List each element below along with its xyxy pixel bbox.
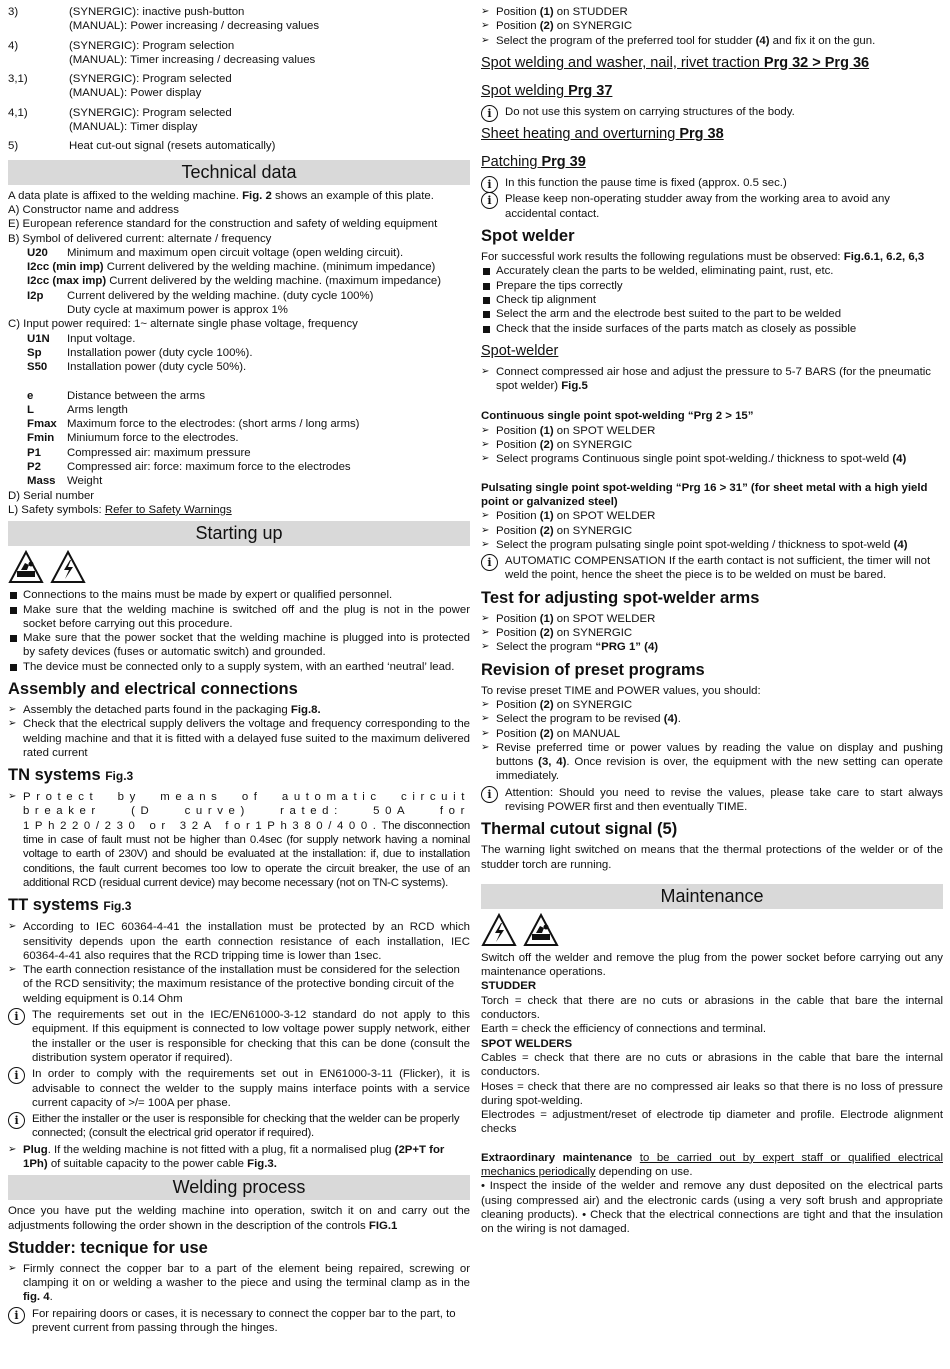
list-item: ➢ Plug. If the welding machine is not fitted with a plug, fit a normalised plug (2P+T for 1Ph) of suitable capacity to the power cable Fig.3. (8, 1143, 470, 1172)
section-title-tn-systems: TN systems Fig.3 (8, 766, 134, 785)
list-item: Check that the inside surfaces of the parts match as closely as possible (481, 322, 943, 336)
heading-continuous: Continuous single point spot-welding “Prg 2 > 15” (481, 410, 754, 423)
section-title-thermal: Thermal cutout signal (5) (481, 820, 678, 839)
symbol-list: U1N Input voltage. Sp Installation power (duty cycle 100%). S50 Installation power (duty cycle 50%). (27, 332, 253, 374)
section-title-technical-data: Technical data (8, 160, 470, 185)
info-note: i Either the installer or the user is responsible for checking that the welder can be properly connected; (consult the electrical grid operator if required). (8, 1112, 470, 1141)
list-item: ➢ Protect by means of automatic circuit breaker (D curve) rated: 50A for 1Ph220/230 or 32A for1Ph380/400.The disconnection time in case of fault must not be higher than 0.4sec (for supply network having a nominal voltage to earth of 230V) and should be evaluated at the installation: if, due to installation conditions, the fault current becomes too low to operate the circuit breaker, the use of an additional RCD (residual current device) may become necessary (not on TN-C systems). (8, 790, 470, 890)
maintenance-intro: Switch off the welder and remove the plug from the power socket before carrying out any maintenance operations. (481, 951, 943, 979)
info-icon: i (8, 1067, 25, 1084)
safety-warnings-link: Refer to Safety Warnings (104, 503, 232, 516)
tech-line: E) European reference standard for the construction and safety of welding equipment (8, 218, 438, 231)
heading-sheet-heating: Sheet heating and overturning Prg 38 (481, 126, 724, 143)
tt-list (8, 920, 470, 1006)
list-item: ➢ The earth connection resistance of the installation must be considered for the selection of the RCD sensitivity; the maximum resistance of the protective bonding circuit of the welding equipment is 0.14 Ohm (8, 963, 470, 1006)
info-icon: i (481, 176, 498, 193)
control-item: 3,1) (SYNERGIC): Program selected (MANUAL): Power display (8, 73, 232, 100)
heading-spot-washer: Spot welding and washer, nail, rivet traction Prg 32 > Prg 36 (481, 54, 870, 71)
info-icon: i (481, 786, 498, 803)
info-note: i Please keep non-operating studder away from the working area to avoid any accidental contact. (481, 192, 943, 221)
welding-intro: Once you have put the welding machine into operation, switch it on and carry out the adjustments following the order shown in the description of the controls FIG.1 (8, 1205, 470, 1232)
info-note: i For repairing doors or cases, it is necessary to connect the copper bar to the part, to prevent current from passing through the hinges. (8, 1307, 470, 1336)
list-item: Check tip alignment (481, 293, 943, 307)
list-item: ➢ Position (1) on SPOT WELDER (481, 612, 943, 626)
spot-welder-intro: For successful work results the following regulations must be observed: Fig.6.1, 6.2, 6,3 (481, 251, 925, 264)
info-icon: i (481, 105, 498, 122)
list-item: Accurately clean the parts to be welded, eliminating paint, rust, etc. (481, 264, 943, 278)
control-item: 3) (SYNERGIC): inactive push-button (MANUAL): Power increasing / decreasing values (8, 6, 320, 33)
heading-patching: Patching Prg 39 (481, 154, 586, 171)
info-icon: i (481, 192, 498, 209)
electric-hazard-icon (50, 550, 86, 584)
info-icon: i (481, 554, 498, 571)
electric-hazard-icon (481, 913, 517, 947)
warning-symbols (481, 913, 943, 947)
assembly-list (8, 703, 470, 760)
control-item: 4,1) (SYNERGIC): Program selected (MANUAL): Timer display (8, 106, 232, 134)
thermal-text: The warning light switched on means that the thermal protections of the welder or of the studder torch are running. (481, 844, 943, 871)
studder-position-list (481, 5, 943, 48)
heading-pulsating: Pulsating single point spot-welding “Prg 16 > 31” (for sheet metal with a high yield point or galvanized steel) (481, 481, 928, 508)
list-item: ➢ Connect compressed air hose and adjust the pressure to 5-7 BARS (for the pneumatic spot welder) Fig.5 (481, 365, 943, 394)
continuous-list (481, 424, 943, 467)
info-icon: i (8, 1008, 25, 1025)
list-item: ➢ Position (1) on SPOT WELDER (481, 509, 943, 523)
tech-line: D) Serial number (8, 489, 95, 502)
list-item: ➢ Position (2) on SYNERGIC (481, 698, 943, 712)
extraordinary-text: • Inspect the inside of the welder and remove any dust deposited on the electrical parts (using compressed air) and the electronic cards (using a very soft brush and appropriate cleaning products). • Check that the electrical connections are tight and that the insulation on the wiring is not damaged. (481, 1180, 943, 1236)
info-note: i Do not use this system on carrying structures of the body. (481, 105, 943, 119)
control-item: 5) Heat cut-out signal (resets automatically) (8, 140, 276, 153)
revision-intro: To revise preset TIME and POWER values, you should: (481, 684, 761, 697)
plug-list (8, 1143, 470, 1172)
right-column (481, 5, 943, 1237)
pulsating-list (481, 509, 943, 552)
section-title-assembly: Assembly and electrical connections (8, 679, 298, 698)
maintenance-electrodes: Electrodes = adjustment/reset of electrode tip diameter and profile. Electrode alignment checks (481, 1109, 943, 1136)
crush-hazard-icon (523, 913, 559, 947)
symbol-list: e Distance between the arms L Arms length Fmax Maximum force to the electrodes: (short arms / long arms) Fmin Miniumum force to the electrodes. P1 Compressed air: maximum pressure P2 Compressed air: force: maximum force to the electrodes Mass Weight (27, 389, 360, 488)
info-note: i Attention: Should you need to revise the values, please take care to start always revising POWER first and then eventually TIME. (481, 786, 943, 815)
studder-list (8, 1262, 470, 1305)
list-item: ➢ Position (1) on STUDDER (481, 5, 943, 19)
list-item: ➢ Position (1) on SPOT WELDER (481, 424, 943, 438)
starting-up-list (8, 588, 470, 674)
maintenance-hoses: Hoses = check that there are no compressed air leaks so that there is no loss of pressure during spot-welding. (481, 1080, 943, 1107)
section-title-starting-up: Starting up (8, 521, 470, 546)
list-item: ➢ According to IEC 60364-4-41 the installation must be protected by an RCD which sensitivity depends upon the earth connection resistance of each installation, IEC 60364-4-41 also requires that the RCD tripping time is lower than 1sec. (8, 920, 470, 963)
section-title-revision: Revision of preset programs (481, 660, 705, 679)
list-item: ➢ Position (2) on SYNERGIC (481, 626, 943, 640)
maintenance-earth: Earth = check the efficiency of connections and terminal. (481, 1023, 767, 1036)
section-title-tt-systems: TT systems Fig.3 (8, 896, 132, 915)
tech-line: A) Constructor name and address (8, 203, 179, 216)
info-note: i In order to comply with the requirements set out in EN61000-3-11 (Flicker), it is advisable to connect the welder to the supply mains interface points with a service current capacity of >/= 100A per phase. (8, 1067, 470, 1110)
section-title-spot-welder: Spot welder (481, 227, 575, 246)
maintenance-torch: Torch = check that there are no cuts or abrasions in the cable that bare the internal conductors. (481, 994, 943, 1022)
heading-studder: STUDDER (481, 980, 537, 993)
tn-list (8, 790, 470, 890)
info-icon: i (8, 1112, 25, 1129)
list-item: ➢ Check that the electrical supply delivers the voltage and frequency corresponding to the welding machine and that it is fitted with a delayed fuse suited to the maximum delivered rated current (8, 717, 470, 760)
heading-spot-welders: SPOT WELDERS (481, 1037, 573, 1050)
spot-welder-air-list (481, 365, 943, 394)
list-item: ➢ Select the program of the preferred tool for studder (4) and fix it on the gun. (481, 34, 943, 48)
list-item: ➢ Firmly connect the copper bar to a part of the element being repaired, screwing or clamping it on or welding a washer to the piece and using the terminal clamp as in the fig. 4. (8, 1262, 470, 1305)
controls-list (8, 5, 470, 154)
symbol-list: U20 Minimum and maximum open circuit voltage (open welding circuit). I2cc (min imp) Current delivered by the welding machine. (minimum impedance) I2cc (max imp) Current delivered by the welding machine. (maximum impedance) I2p Current delivered by the welding machine. (duty cycle 100%) Duty cycle at maximum power is approx 1% (27, 246, 442, 317)
list-item: ➢ Position (2) on SYNERGIC (481, 19, 943, 33)
maintenance-cables: Cables = check that there are no cuts or abrasions in the cable that bare the internal conductors. (481, 1051, 943, 1079)
heading-spot-welding: Spot welding Prg 37 (481, 82, 613, 99)
info-note: i In this function the pause time is fixed (approx. 0.5 sec.) (481, 176, 943, 190)
list-item: ➢ Position (2) on SYNERGIC (481, 438, 943, 452)
revision-list (481, 698, 943, 784)
list-item: ➢ Select the program to be revised (4). (481, 712, 943, 726)
list-item: Connections to the mains must be made by expert or qualified personnel. (8, 588, 470, 602)
test-list (481, 612, 943, 655)
list-item: ➢ Assembly the detached parts found in the packaging Fig.8. (8, 703, 470, 717)
info-note: i The requirements set out in the IEC/EN61000-3-12 standard do not apply to this equipment. If this equipment is connected to low voltage power supply network, either the installer or the user is responsible for checking that this can be done (consult the distribution system operator if required). (8, 1008, 470, 1065)
section-title-maintenance: Maintenance (481, 884, 943, 909)
list-item: Make sure that the welding machine is switched off and the plug is not in the power socket before carrying out this procedure. (8, 603, 470, 632)
tech-line: B) Symbol of delivered current: alternate / frequency (8, 232, 272, 245)
list-item: ➢ Select programs Continuous single point spot-welding./ thickness to spot-weld (4) (481, 452, 943, 466)
heading-spot-welder-sub: Spot-welder (481, 342, 559, 359)
warning-symbols (8, 550, 470, 584)
list-item: Prepare the tips correctly (481, 279, 943, 293)
section-title-test-arms: Test for adjusting spot-welder arms (481, 588, 760, 607)
info-icon: i (8, 1307, 25, 1324)
list-item: ➢ Position (2) on SYNERGIC (481, 524, 943, 538)
tech-line: C) Input power required: 1~ alternate single phase voltage, frequency (8, 318, 358, 331)
list-item: Select the arm and the electrode best suited to the part to be welded (481, 307, 943, 321)
section-title-welding-process: Welding process (8, 1175, 470, 1200)
list-item: ➢ Select the program “PRG 1” (4) (481, 640, 943, 654)
control-item: 4) (SYNERGIC): Program selection (MANUAL): Timer increasing / decreasing values (8, 39, 316, 66)
list-item: The device must be connected only to a supply system, with an earthed ‘neutral’ lead. (8, 660, 470, 674)
list-item: Make sure that the power socket that the welding machine is plugged into is protected by safety devices (fuses or automatic switch) and grounded. (8, 631, 470, 660)
section-title-studder: Studder: tecnique for use (8, 1238, 208, 1257)
list-item: ➢ Position (2) on MANUAL (481, 727, 943, 741)
extraordinary-maintenance: Extraordinary maintenance to be carried out by expert staff or qualified electrical mechanics periodically depending on use. (481, 1151, 943, 1179)
list-item: ➢ Revise preferred time or power values by reading the value on display and pushing buttons (3, 4). Once revision is over, the equipment with the new setting can operate immediately. (481, 741, 943, 784)
tech-line: L) Safety symbols: Refer to Safety Warnings (8, 503, 232, 516)
tech-intro: A data plate is affixed to the welding machine. Fig. 2 shows an example of this plate. (8, 189, 434, 202)
crush-hazard-icon (8, 550, 44, 584)
info-note: i AUTOMATIC COMPENSATION If the earth contact is not sufficient, the timer will not weld the point, hence the sheet the piece is to be welded on must be bared. (481, 554, 943, 583)
list-item: ➢ Select the program pulsating single point spot-welding / thickness to spot-weld (4) (481, 538, 943, 552)
spot-welder-list (481, 264, 943, 335)
left-column (8, 5, 470, 1337)
